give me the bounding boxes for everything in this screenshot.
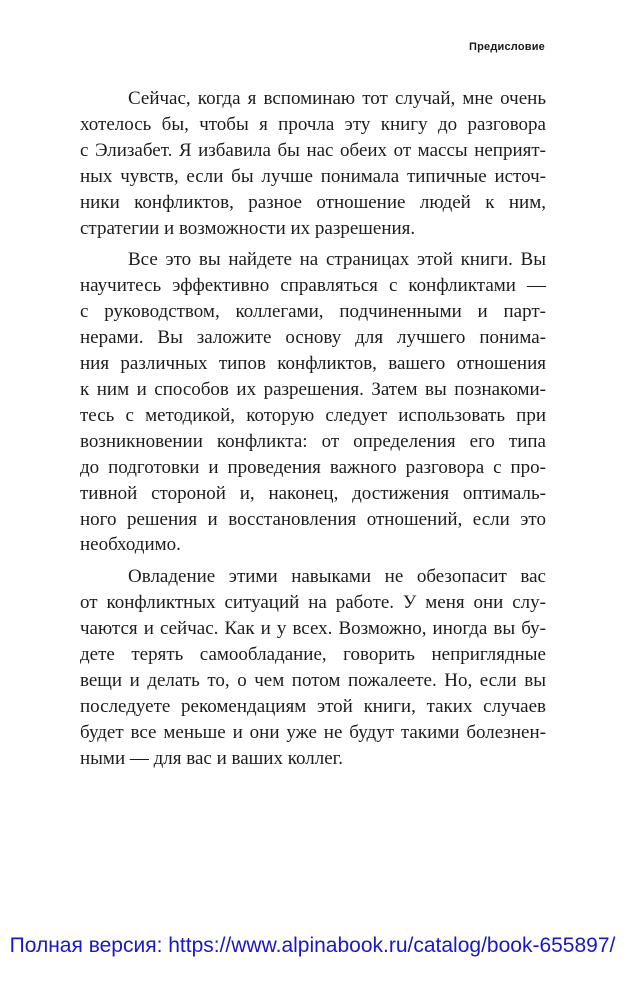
text-line: необходимо.: [80, 534, 181, 556]
text-line: с Элизабет. Я избавила бы нас обеих от массы неприят-: [80, 139, 546, 161]
text-line: стратегии и возможности их разрешения.: [80, 217, 416, 239]
text-line: дете терять самообладание, говорить неприглядные: [80, 644, 546, 666]
text-line: возникновении конфликта: от определения его типа: [80, 430, 546, 452]
text-line: хотелось бы, чтобы я прочла эту книгу до разговора: [80, 113, 546, 135]
text-line: ными — для вас и ваших коллег.: [80, 747, 344, 769]
text-line: вещи и делать то, о чем потом пожалеете. Но, если вы: [80, 669, 546, 691]
text-line: к ним и способов их разрешения. Затем вы познакоми-: [80, 378, 546, 400]
text-line: тивной стороной и, наконец, достижения оптималь-: [80, 482, 546, 504]
text-line: от конфликтных ситуаций на работе. У меня они слу-: [80, 592, 546, 614]
text-line: будет все меньше и они уже не будут такими болезнен-: [80, 721, 546, 743]
text-line: ного решения и восстановления отношений, если это: [80, 508, 546, 530]
text-line: последуете рекомендациям этой книги, таких случаев: [80, 695, 546, 717]
text-line: Сейчас, когда я вспоминаю тот случай, мне очень: [128, 88, 546, 109]
body-text: [80, 86, 546, 778]
running-header: Предисловие: [468, 41, 545, 53]
text-line: ники конфликтов, разное отношение людей к ним,: [80, 191, 546, 213]
paragraph: [80, 247, 546, 558]
text-line: Овладение этими навыками не обезопасит вас: [128, 566, 546, 588]
text-line: ния различных типов конфликтов, вашего отношения: [80, 353, 546, 375]
text-line: тесь с методикой, которую следует использовать при: [80, 404, 546, 426]
full-version-link[interactable]: Полная версия: https://www.alpinabook.ru/catalog/book-655897/: [9, 934, 616, 957]
text-line: с руководством, коллегами, подчиненными и парт-: [80, 301, 546, 323]
text-line: научитесь эффективно справляться с конфликтами —: [80, 275, 546, 297]
text-line: ных чувств, если бы лучше понимала типичные источ-: [80, 165, 546, 187]
paragraph: [80, 564, 546, 771]
text-line: до подготовки и проведения важного разговора с про-: [80, 456, 546, 478]
paragraph: [80, 86, 546, 241]
text-line: Все это вы найдете на страницах этой книги. Вы: [128, 249, 546, 271]
text-line: нерами. Вы заложите основу для лучшего понима-: [80, 327, 546, 349]
text-line: чаются и сейчас. Как и у всех. Возможно, иногда вы бу-: [80, 618, 546, 640]
